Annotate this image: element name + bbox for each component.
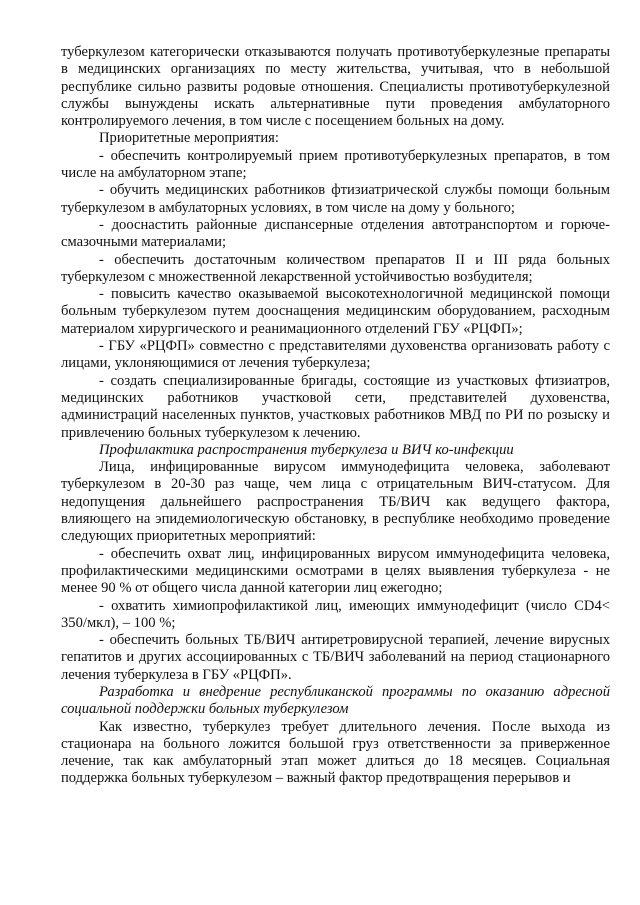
section-heading-social-support-program: Разработка и внедрение республиканской программы по оказанию адресной социальной поддержки больных туберкулезом bbox=[61, 683, 610, 718]
list-item-high-tech-care: - повысить качество оказываемой высокотехнологичной медицинской помощи больным туберкулезом путем дооснащения медицинским оборудованием, расходным материалом хирургического и реанимационного отделений ГБУ «РЦФП»; bbox=[61, 286, 610, 337]
list-item-chemoprophylaxis: - охватить химиопрофилактикой лиц, имеющих иммунодефицит (число CD4< 350/мкл), – 100 %; bbox=[61, 597, 610, 631]
list-item-controlled-intake: - обеспечить контролируемый прием противотуберкулезных препаратов, в том числе на амбулаторном этапе; bbox=[61, 147, 610, 182]
paragraph-priority-measures-title: Приоритетные мероприятия: bbox=[99, 130, 279, 147]
paragraph-long-treatment: Как известно, туберкулез требует длительного лечения. После выхода из стационара на больного ложится большой груз ответственности за приверженное лечение, так как амбулаторный этап может длиться до 18 месяцев. Социальная поддержка больных туберкулезом – важный фактор предотвращения перерывов и bbox=[61, 718, 610, 787]
list-item-screening-coverage: - обеспечить охват лиц, инфицированных вирусом иммунодефицита человека, профилактическими медицинскими осмотрами в целях выявления туберкулеза - не менее 90 % от общего числа данной категории лиц ежегодно; bbox=[61, 545, 610, 597]
paragraph-intro-continuation: туберкулезом категорически отказываются получать противотуберкулезные препараты в медицинских организациях по месту жительства, учитывая, что в небольшой республике сильно развиты родовые отношения. Специалисты противотуберкулезной службы вынуждены искать альтернативные пути проведения амбулаторного контролируемого лечения, в том числе с посещением больных на дому. bbox=[61, 44, 610, 130]
list-item-equip-transport: - дооснастить районные диспансерные отделения автотранспортом и горюче-смазочными материалами; bbox=[61, 216, 610, 251]
list-item-special-teams: - создать специализированные бригады, состоящие из участковых фтизиатров, медицинских работников участковой сети, представителей духовенства, администраций населенных пунктов, участковых работников МВД по РИ по розыску и привлечению больных туберкулезом к лечению. bbox=[61, 372, 610, 441]
list-item-drug-supply: - обеспечить достаточным количеством препаратов II и III ряда больных туберкулезом с множественной лекарственной устойчивостью возбудителя; bbox=[61, 251, 610, 285]
list-item-train-medical-workers: - обучить медицинских работников фтизиатрической службы помощи больным туберкулезом в амбулаторных условиях, в том числе на дому у больного; bbox=[61, 182, 610, 216]
paragraph-hiv-infected-risk: Лица, инфицированные вирусом иммунодефицита человека, заболевают туберкулезом в 20-30 раз чаще, чем лица с отрицательным ВИЧ-статусом. Для недопущения дальнейшего распространения ТБ/ВИЧ как ведущего фактора, влияющего на эпидемиологическую обстановку, в республике необходимо проведение следующих приоритетных мероприятий: bbox=[61, 459, 610, 545]
list-item-clergy-cooperation: - ГБУ «РЦФП» совместно с представителями духовенства организовать работу с лицами, уклоняющимися от лечения туберкулеза; bbox=[61, 338, 610, 372]
section-heading-tb-hiv-prevention: Профилактика распространения туберкулеза и ВИЧ ко-инфекции bbox=[99, 441, 514, 458]
list-item-antiretroviral-therapy: - обеспечить больных ТБ/ВИЧ антиретровирусной терапией, лечение вирусных гепатитов и других ассоциированных с ТБ/ВИЧ заболеваний на период стационарного лечения туберкулеза в ГБУ «РЦФП». bbox=[61, 632, 610, 683]
